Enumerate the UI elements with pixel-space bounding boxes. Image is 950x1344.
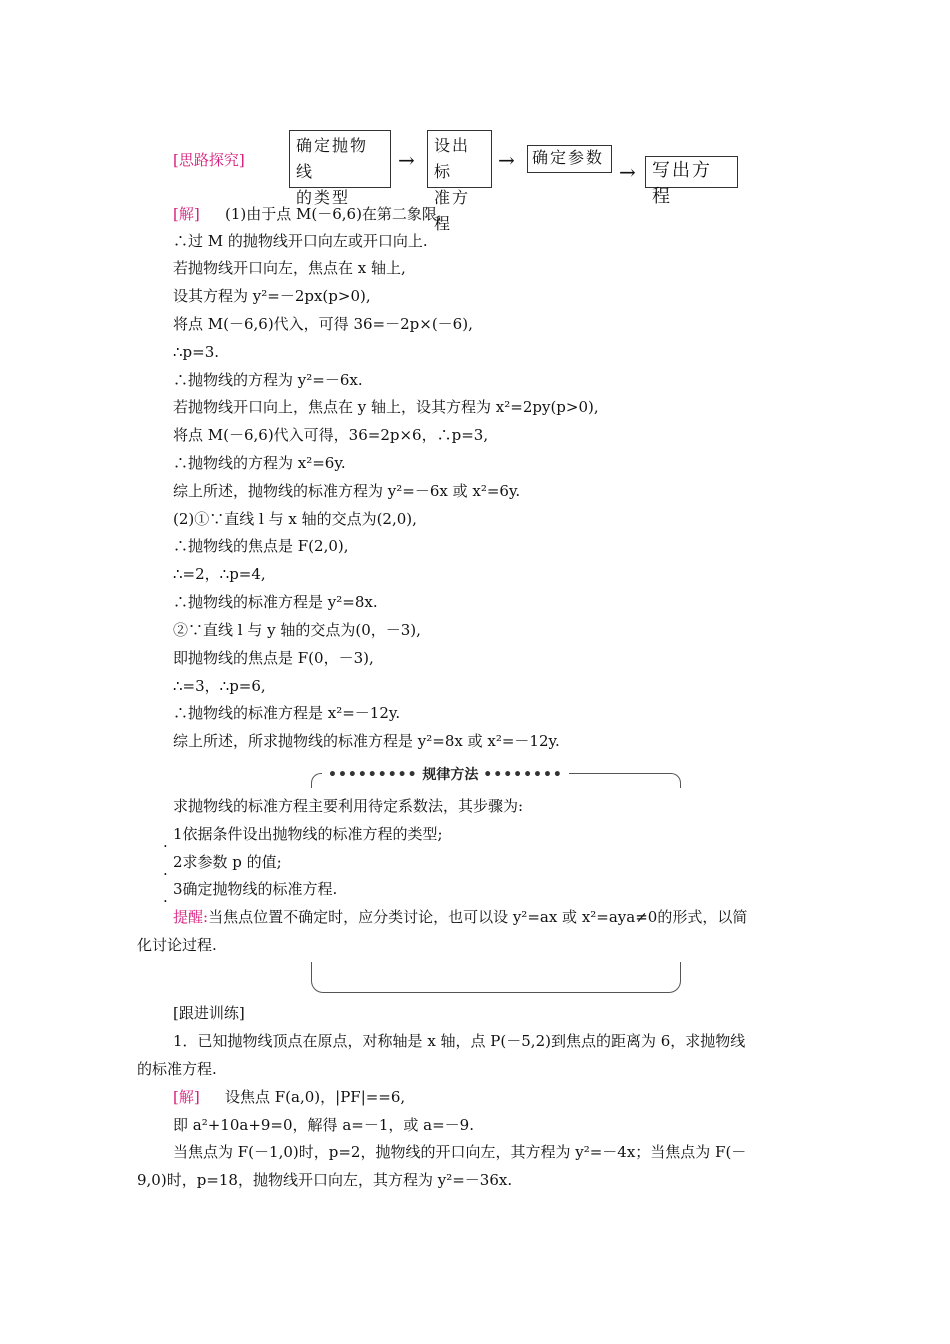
solution-line: ∴抛物线的标准方程是 y²=8x. (173, 593, 378, 611)
practice-question: 1．已知抛物线顶点在原点，对称轴是 x 轴，点 P(－5,2)到焦点的距离为 6，求抛物线 (173, 1032, 746, 1050)
solution-line: 综上所述，所求抛物线的标准方程是 y²=8x 或 x²=－12y. (173, 732, 560, 750)
flow-box-write-equation: 写出方程 (645, 156, 738, 188)
rules-intro: 求抛物线的标准方程主要利用待定系数法，其步骤为: (173, 797, 524, 815)
rules-title-dots: •••••••• (483, 767, 563, 783)
solution-line: ∴=3，∴p=6, (173, 677, 266, 695)
flow-arrow-icon: → (619, 160, 636, 184)
solution-line: (1)由于点 M(－6,6)在第二象限, (225, 205, 442, 223)
flow-arrow-icon: → (498, 148, 515, 172)
rules-title (322, 764, 569, 784)
solution-line: 综上所述，抛物线的标准方程为 y²=－6x 或 x²=6y. (173, 482, 521, 500)
rules-step: 2求参数 p 的值; (173, 853, 282, 871)
flow-box-text: 准方程 (434, 188, 471, 233)
solution-line: 设其方程为 y²=－2px(p>0), (173, 287, 371, 305)
rules-step: 3确定抛物线的标准方程. (173, 880, 338, 898)
solution-line: (2)①∵直线 l 与 x 轴的交点为(2,0), (173, 510, 417, 528)
flow-box-text: 的类型 (296, 188, 351, 207)
rules-frame-bottom (311, 962, 681, 993)
practice-solution-tag: [解] (173, 1088, 200, 1106)
practice-question-continued: 的标准方程. (137, 1060, 217, 1078)
solution-line: ∴抛物线的焦点是 F(2,0), (173, 537, 349, 555)
rules-note-label: 提醒: (173, 908, 209, 926)
rules-note (173, 907, 747, 927)
practice-answer-line: 设焦点 F(a,0)，|PF|==6, (225, 1088, 406, 1106)
practice-answer-line: 9,0)时，p=18，抛物线开口向左，其方程为 y²=－36x. (137, 1171, 513, 1189)
flow-box-determine-param: 确定参数 (527, 145, 612, 173)
rules-title-dots: ••••••••• (328, 767, 418, 783)
solution-line: ∴抛物线的方程为 x²=6y. (173, 454, 346, 472)
solution-line: 若抛物线开口向左，焦点在 x 轴上, (173, 259, 406, 277)
practice-answer-line: 当焦点为 F(－1,0)时，p=2，抛物线的开口向左，其方程为 y²=－4x；当焦点为 F(－ (173, 1143, 747, 1161)
solution-line: ∴抛物线的标准方程是 x²=－12y. (173, 704, 401, 722)
solution-line: 将点 M(－6,6)代入，可得 36=－2p×(－6), (173, 315, 473, 333)
practice-answer-line: 即 a²+10a+9=0，解得 a=－1，或 a=－9. (173, 1116, 474, 1134)
solution-line: ∴p=3. (173, 343, 220, 361)
flow-box-text: 设出标 (434, 136, 471, 181)
flow-box-set-equation (427, 130, 492, 233)
practice-label: [跟进训练] (173, 1004, 245, 1022)
bullet-dot-icon: . (163, 861, 168, 879)
rules-note-continued: 化讨论过程. (137, 936, 217, 954)
bullet-dot-icon: . (163, 833, 168, 851)
solution-tag: [解] (173, 205, 200, 223)
solution-line: 若抛物线开口向上，焦点在 y 轴上，设其方程为 x²=2py(p>0), (173, 398, 599, 416)
bullet-dot-icon: . (163, 888, 168, 906)
flow-box-determine-type (289, 130, 391, 207)
solution-line: ∴过 M 的抛物线开口向左或开口向上. (173, 232, 428, 250)
flow-arrow-icon: → (398, 148, 415, 172)
rules-note-text: 当焦点位置不确定时，应分类讨论，也可以设 y²=ax 或 x²=aya≠0的形式，以简 (208, 908, 748, 926)
flow-box-text: 确定抛物线 (296, 136, 369, 181)
rules-title-text: 规律方法 (422, 767, 479, 783)
solution-line: ∴抛物线的方程为 y²=－6x. (173, 371, 363, 389)
solution-line: 即抛物线的焦点是 F(0，－3), (173, 649, 374, 667)
solution-line: ∴=2，∴p=4, (173, 565, 266, 583)
rules-step: 1依据条件设出抛物线的标准方程的类型; (173, 825, 443, 843)
flow-label: [思路探究] (173, 151, 245, 169)
solution-line: 将点 M(－6,6)代入可得，36=2p×6，∴p=3, (173, 426, 489, 444)
solution-line: ②∵直线 l 与 y 轴的交点为(0，－3), (173, 621, 421, 639)
